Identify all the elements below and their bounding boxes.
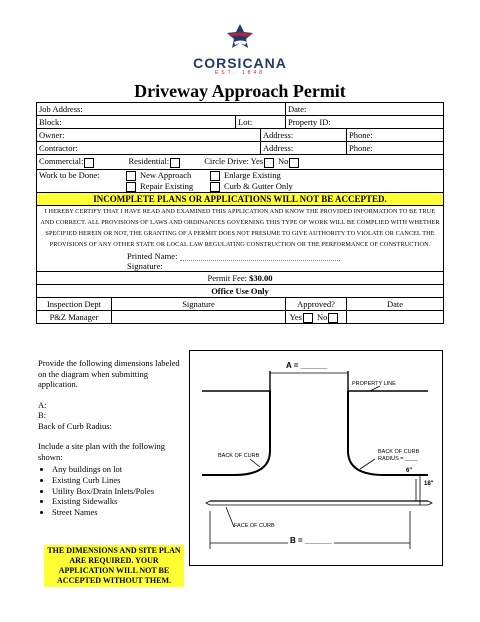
row-contractor (37, 142, 444, 155)
work-label: Work to be Done: (39, 170, 100, 180)
commercial-checkbox[interactable] (84, 158, 94, 168)
row-block (37, 116, 444, 129)
property-line-label: PROPERTY LINE (352, 381, 396, 387)
list-item: • Existing Curb Lines (52, 475, 188, 486)
star-logo-icon (225, 22, 255, 54)
required-warning: THE DIMENSIONS AND SITE PLAN ARE REQUIRED. YOUR APPLICATION WILL NOT BE ACCEPTED WITHOUT THEM. (44, 545, 184, 587)
owner-phone-field[interactable]: Phone: (347, 129, 444, 142)
certification-text: I HEREBY CERTIFY THAT I HAVE READ AND EXAMINED THIS APPLICATION AND KNOW THE PROVIDED INFORMATION TO BE TRUE AND CORRECT. ALL PROVISIONS OF LAWS AND ORDINANCES GOVERNING THIS TYPE OF WORK WILL BE COMPLIED WITH WHETHER SPECIFIED HEREIN OR NOT, THE GRANTING OF A PERMIT DOES NOT PRESUME TO GIVE AUTHORITY TO VIOLATE OR CANCEL THE PROVISIONS OF ANY OTHER STATE OR LOCAL LAW REGULATING CONSTRUCTION OR THE PERFORMANCE OF CONSTRUCTION. (40, 208, 440, 249)
enlarge-existing-checkbox[interactable] (210, 171, 220, 181)
row-fee: Permit Fee: $30.00 (37, 272, 444, 285)
a-label: A = ______ (286, 361, 328, 370)
col-inspection: Inspection Dept (37, 298, 112, 311)
row-office (37, 285, 444, 298)
pz-manager-label: P&Z Manager (37, 311, 112, 324)
contractor-address-field[interactable]: Address: (261, 142, 347, 155)
curb-gutter-checkbox[interactable] (210, 182, 220, 192)
block-field[interactable]: Block: (37, 116, 236, 129)
row-notice (37, 193, 444, 206)
date-field[interactable]: Date: (286, 103, 444, 116)
dim-18-label: 18" (424, 481, 434, 487)
contractor-phone-field[interactable]: Phone: (347, 142, 444, 155)
row-job (37, 103, 444, 116)
circle-drive-no-checkbox[interactable] (289, 158, 299, 168)
office-use-heading: Office Use Only (37, 285, 444, 298)
list-item: • Existing Sidewalks (52, 496, 188, 507)
site-plan-list (38, 464, 188, 518)
list-item: • Any buildings on lot (52, 464, 188, 475)
owner-address-field[interactable]: Address: (261, 129, 347, 142)
permit-fee-value: $30.00 (249, 272, 273, 283)
driveway-diagram (189, 350, 443, 566)
b-label: B = ______ (290, 536, 332, 545)
row-office-headers (37, 298, 444, 311)
pz-date-field[interactable] (347, 311, 444, 324)
circle-drive-yes-checkbox[interactable] (264, 158, 274, 168)
page-title: Driveway Approach Permit (134, 81, 346, 101)
lot-field[interactable]: Lot: (236, 116, 286, 129)
property-id-field[interactable]: Property ID: (286, 116, 444, 129)
brand-est: EST. 1848 (214, 70, 266, 76)
row-type: Commercial: Residential: Circle Drive: Yes No (37, 155, 444, 170)
repair-existing-checkbox[interactable] (126, 182, 136, 192)
job-address-field[interactable]: Job Address: (37, 103, 286, 116)
owner-field[interactable]: Owner: (37, 129, 261, 142)
new-approach-checkbox[interactable] (126, 171, 136, 181)
approved-yes-checkbox[interactable] (303, 313, 313, 323)
list-item: • Street Names (52, 507, 188, 518)
row-work: Work to be Done: New Approach Repair Existing Enlarge Existing Curb & Gutter Only (37, 170, 444, 193)
brand-name: CORSICANA (193, 55, 287, 71)
col-approved: Approved? (286, 298, 347, 311)
list-item: • Utility Box/Drain Inlets/Poles (52, 486, 188, 497)
col-date: Date (347, 298, 444, 311)
back-of-curb-label: BACK OF CURB (218, 453, 260, 459)
contractor-field[interactable]: Contractor: (37, 142, 261, 155)
col-signature: Signature (112, 298, 286, 311)
residential-checkbox[interactable] (170, 158, 180, 168)
row-pz: P&Z Manager Yes No (37, 311, 444, 324)
back-of-curb-left (202, 391, 270, 475)
instructions: Provide the following dimensions labeled on the diagram when submitting application. A: B: Back of Curb Radius: Include a site plan with the following shown: • Any buildings on lot • Existing Curb Lines • Utility Box/Drain Inlets/Poles • Existing Sidewalks • Street Names (38, 358, 188, 518)
permit-form (36, 102, 444, 324)
pz-signature-field[interactable] (112, 311, 286, 324)
row-owner (37, 129, 444, 142)
logo (0, 22, 480, 77)
row-cert: I HEREBY CERTIFY THAT I HAVE READ AND EXAMINED THIS APPLICATION AND KNOW THE PROVIDED INFORMATION TO BE TRUE AND CORRECT. ALL PROVISIONS OF LAWS AND ORDINANCES GOVERNING THIS TYPE OF WORK WILL BE COMPLIED WITH WHETHER SPECIFIED HEREIN OR NOT, THE GRANTING OF A PERMIT DOES NOT PRESUME TO GIVE AUTHORITY TO VIOLATE OR CANCEL THE PROVISIONS OF ANY OTHER STATE OR LOCAL LAW REGULATING CONSTRUCTION OR THE PERFORMANCE OF CONSTRUCTION. Printed Name: Signature: (37, 206, 444, 272)
incomplete-notice: INCOMPLETE PLANS OR APPLICATIONS WILL NOT BE ACCEPTED. (37, 193, 444, 206)
approved-no-checkbox[interactable] (328, 313, 338, 323)
back-of-curb-radius-label: BACK OF CURB RADIUS = ____ (378, 449, 420, 462)
dim-6-label: 6" (406, 468, 413, 474)
face-of-curb-label: FACE OF CURB (234, 523, 275, 529)
